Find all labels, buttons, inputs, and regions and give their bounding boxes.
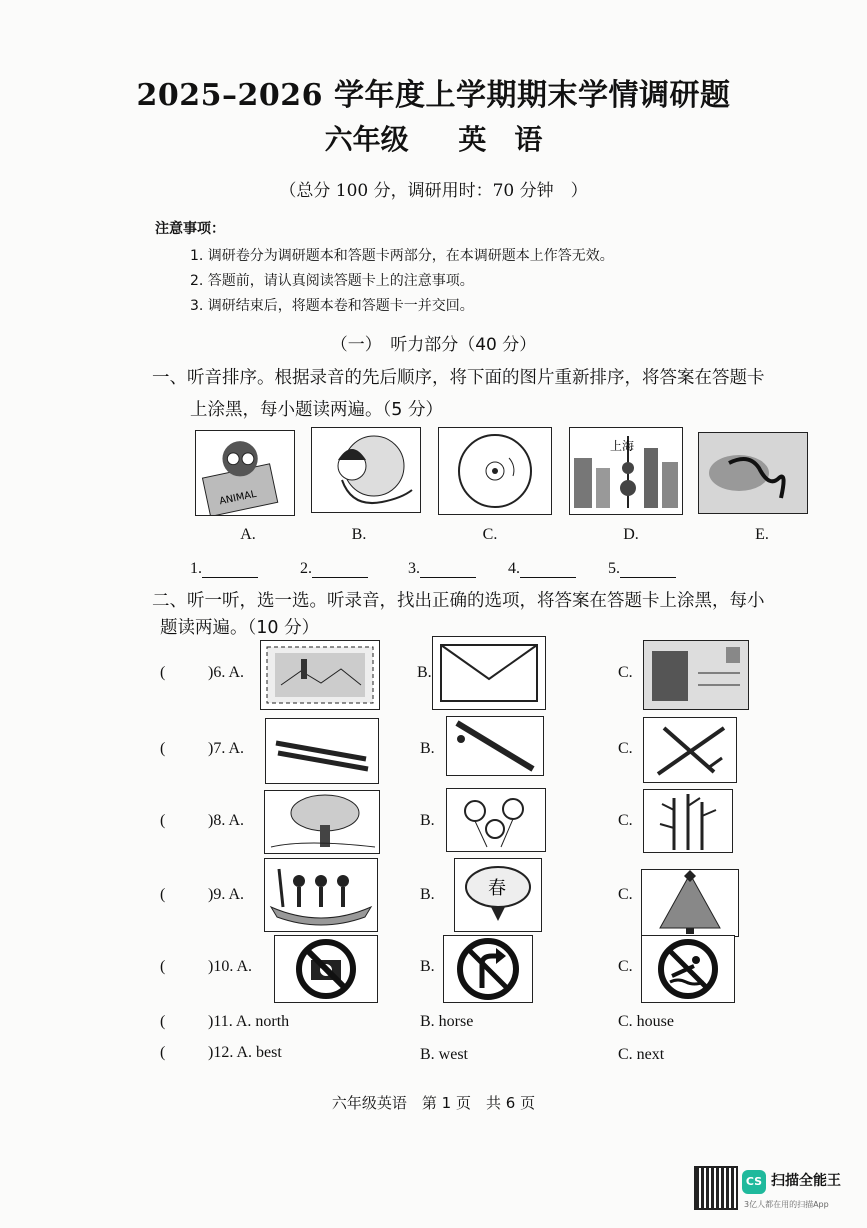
tree-icon xyxy=(264,790,380,854)
note-item: 3. 调研结束后，将题本卷和答题卡一并交回。 xyxy=(190,298,474,314)
chopsticks-icon xyxy=(265,718,379,784)
lantern-icon xyxy=(454,858,542,932)
no-swimming-sign-icon xyxy=(641,935,735,1003)
section-title: （一） 听力部分（40 分） xyxy=(330,335,537,355)
option-c-label: C. xyxy=(618,664,633,681)
bamboo-icon xyxy=(643,789,733,853)
answer-paren[interactable]: ( xyxy=(160,1044,166,1061)
question-8-label: )8. A. xyxy=(208,812,244,829)
dragon-boat-icon xyxy=(264,858,378,932)
option-c-label: C. xyxy=(618,958,633,975)
option-b-label: B. xyxy=(420,740,435,757)
notes-heading: 注意事项： xyxy=(155,221,225,237)
part1-instruction-cont: 上涂黑，每小题读两遍。（5 分） xyxy=(190,400,443,420)
question-11-option-b: B. horse xyxy=(420,1013,474,1030)
answer-paren[interactable]: ( xyxy=(160,740,166,757)
answer-blank[interactable]: 2. xyxy=(300,560,368,578)
qr-code-icon xyxy=(694,1166,738,1210)
option-b-label: B. xyxy=(420,812,435,829)
score-info: （总分 100 分，调研用时：70 分钟 ） xyxy=(279,181,588,201)
picture-label-a: A. xyxy=(240,526,256,543)
part2-instruction: 二、听一听，选一选。听录音，找出正确的选项，将答案在答题卡上涂黑，每小 xyxy=(152,591,765,611)
picture-label-c: C. xyxy=(482,526,498,543)
knife-fork-icon xyxy=(643,717,737,783)
no-right-turn-sign-icon xyxy=(443,935,533,1003)
grade-subject xyxy=(0,118,867,158)
stamp-icon xyxy=(260,640,380,710)
envelope-icon xyxy=(432,636,546,710)
answer-paren[interactable]: ( xyxy=(160,812,166,829)
dragon-cloud-icon xyxy=(698,432,808,514)
scanner-app-name: 扫描全能王 xyxy=(771,1173,841,1189)
note-item: 2. 答题前，请认真阅读答题卡上的注意事项。 xyxy=(190,273,474,289)
svg-text:春: 春 xyxy=(488,878,506,899)
page-footer: 六年级英语 第 1 页 共 6 页 xyxy=(331,1094,536,1112)
camscanner-logo-icon: CS xyxy=(742,1170,766,1194)
answer-blank[interactable]: 1. xyxy=(190,560,258,578)
shanghai-skyline-icon xyxy=(569,427,683,515)
option-c-label: C. xyxy=(618,812,633,829)
answer-paren[interactable]: ( xyxy=(160,1013,166,1030)
question-9-label: )9. A. xyxy=(208,886,244,903)
part2-instruction-cont: 题读两遍。（10 分） xyxy=(160,618,320,638)
answer-blank[interactable]: 4. xyxy=(508,560,576,578)
question-12-option-b: B. west xyxy=(420,1046,468,1063)
picture-label-b: B. xyxy=(351,526,367,543)
question-11-option-c: C. house xyxy=(618,1013,674,1030)
animal-book-icon xyxy=(195,430,295,516)
no-photo-sign-icon xyxy=(274,935,378,1003)
answer-paren[interactable]: ( xyxy=(160,664,166,681)
answer-paren[interactable]: ( xyxy=(160,886,166,903)
option-c-label: C. xyxy=(618,886,633,903)
svg-text:上海: 上海 xyxy=(610,439,635,453)
subject-label: 英 语 xyxy=(458,123,543,156)
cd-disc-icon xyxy=(438,427,552,515)
question-10-label: )10. A. xyxy=(208,958,252,975)
answer-paren[interactable]: ( xyxy=(160,958,166,975)
picture-label-d: D. xyxy=(623,526,639,543)
exam-title: 2025–2026 学年度上学期期末学情调研题 xyxy=(136,78,731,113)
question-7-label: )7. A. xyxy=(208,740,244,757)
option-b-label: B. xyxy=(420,886,435,903)
answer-blank[interactable]: 3. xyxy=(408,560,476,578)
svg-text:ANIMAL: ANIMAL xyxy=(218,488,258,508)
question-12-option-c: C. next xyxy=(618,1046,665,1063)
option-b-label: B. xyxy=(417,664,432,681)
note-item: 1. 调研卷分为调研题本和答题卡两部分，在本调研题本上作答无效。 xyxy=(190,248,614,264)
flute-icon xyxy=(446,716,544,776)
option-c-label: C. xyxy=(618,740,633,757)
postcard-icon xyxy=(643,640,749,710)
question-11-option-a: )11. A. north xyxy=(208,1013,290,1030)
scanner-app-tagline: 3亿人都在用的扫描App xyxy=(744,1200,829,1209)
answer-blank[interactable]: 5. xyxy=(608,560,676,578)
chang-e-moon-icon xyxy=(311,427,421,513)
part1-instruction: 一、听音排序。根据录音的先后顺序，将下面的图片重新排序，将答案在答题卡 xyxy=(152,368,765,388)
grade-label: 六年级 xyxy=(324,123,409,156)
flowers-icon xyxy=(446,788,546,852)
picture-label-e: E. xyxy=(755,526,769,543)
question-12-option-a: )12. A. best xyxy=(208,1044,282,1061)
option-b-label: B. xyxy=(420,958,435,975)
christmas-tree-icon xyxy=(641,869,739,937)
question-6-label: )6. A. xyxy=(208,664,244,681)
